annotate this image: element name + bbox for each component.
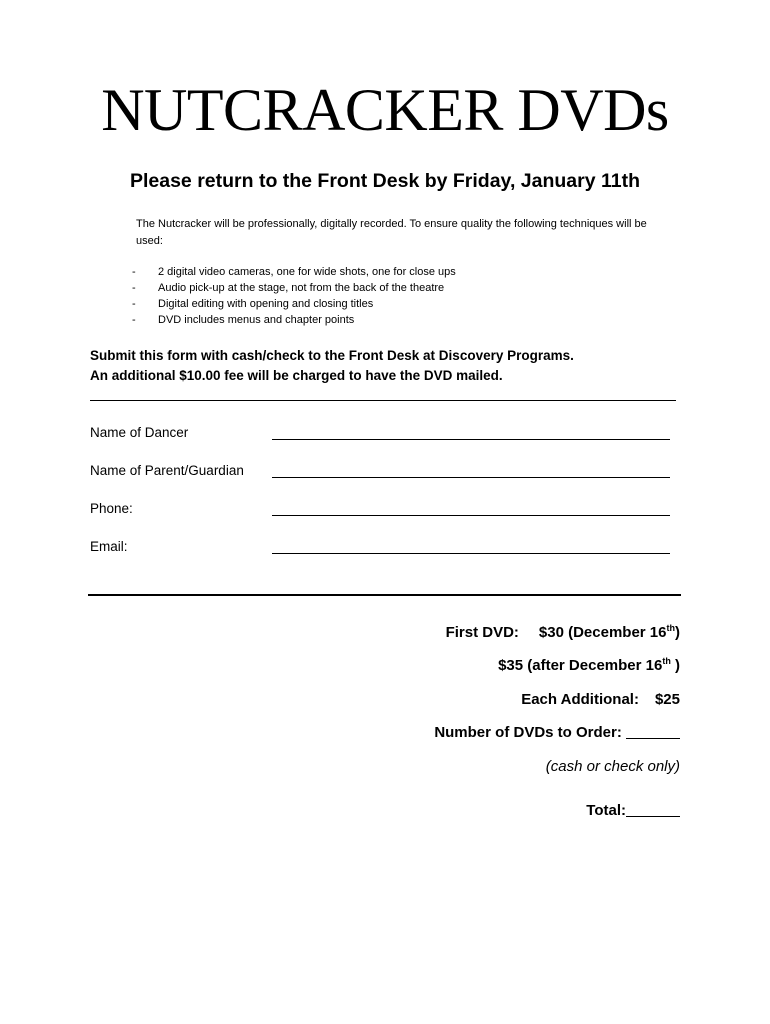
email-input-line[interactable] <box>272 553 670 554</box>
closing-paren: ) <box>670 657 680 674</box>
payment-note: (cash or check only) <box>545 758 680 775</box>
mailing-fee-note: An additional $10.00 fee will be charged to have the DVD mailed. <box>90 368 503 383</box>
quantity-row <box>434 722 680 744</box>
additional-amount: $25 <box>654 691 680 708</box>
dancer-name-label: Name of Dancer <box>90 425 189 440</box>
ordinal-suffix: th <box>666 623 675 633</box>
bullet-dash: - <box>132 314 136 326</box>
phone-input-line[interactable] <box>272 515 670 516</box>
additional-dvd-price <box>521 689 680 711</box>
list-item <box>132 264 652 280</box>
first-dvd-price <box>446 622 680 644</box>
form-divider <box>88 594 681 596</box>
total-blank[interactable] <box>626 802 680 817</box>
late-price-amount: $35 (after December 16 <box>498 657 663 674</box>
list-item <box>132 312 652 328</box>
bullet-dash: - <box>132 298 136 310</box>
first-dvd-amount: $30 (December 16 <box>538 624 667 641</box>
list-item-text: Audio pick-up at the stage, not from the back of the theatre <box>158 282 445 294</box>
quantity-label: Number of DVDs to Order: <box>434 724 622 741</box>
return-deadline: Please return to the Front Desk by Friday, January 11th <box>129 170 641 192</box>
list-item <box>132 296 652 312</box>
phone-field <box>90 498 680 520</box>
page-title: NUTCRACKER DVDs <box>101 77 669 143</box>
late-price <box>498 655 680 677</box>
submit-instructions <box>90 346 690 386</box>
phone-label: Phone: <box>90 501 133 516</box>
additional-label: Each Additional: <box>521 691 639 708</box>
list-item-text: 2 digital video cameras, one for wide shots, one for close ups <box>158 266 456 278</box>
total-label: Total: <box>586 802 626 819</box>
email-label: Email: <box>90 539 128 554</box>
closing-paren: ) <box>675 624 680 641</box>
list-item <box>132 280 652 296</box>
technique-list <box>132 264 652 328</box>
list-item-text: Digital editing with opening and closing titles <box>158 298 374 310</box>
parent-name-input-line[interactable] <box>272 477 670 478</box>
email-field <box>90 536 680 558</box>
quantity-blank[interactable] <box>626 724 680 739</box>
dancer-name-input-line[interactable] <box>272 439 670 440</box>
intro-paragraph: The Nutcracker will be professionally, digitally recorded. To ensure quality the following techniques will be used: <box>136 218 647 247</box>
list-item-text: DVD includes menus and chapter points <box>158 314 355 326</box>
ordinal-suffix: th <box>662 656 671 666</box>
parent-name-label: Name of Parent/Guardian <box>90 463 244 478</box>
first-dvd-label: First DVD: <box>445 624 519 641</box>
submit-instruction-line: Submit this form with cash/check to the Front Desk at Discovery Programs. <box>90 348 574 363</box>
section-divider <box>90 400 676 401</box>
bullet-dash: - <box>132 282 136 294</box>
dancer-name-field <box>90 422 680 444</box>
total-row <box>586 800 680 822</box>
bullet-dash: - <box>132 266 136 278</box>
parent-name-field <box>90 460 680 482</box>
